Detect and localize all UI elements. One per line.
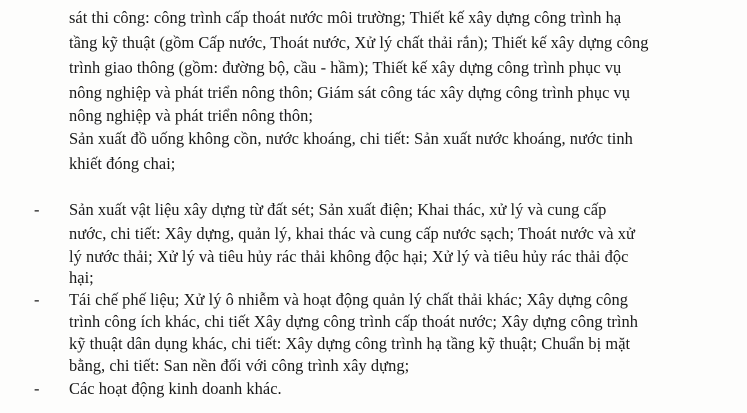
bullet-line: nước, chi tiết: Xây dựng, quản lý, khai thác và cung cấp nước sạch; Thoát nước và xử [69,224,635,243]
paragraph-line: sát thi công: công trình cấp thoát nước môi trường; Thiết kế xây dựng công trình hạ [69,8,622,27]
paragraph-line: khiết đóng chai; [69,154,176,173]
paragraph-line: Sản xuất đồ uống không cồn, nước khoáng, chi tiết: Sản xuất nước khoáng, nước tinh [69,129,633,148]
bullet-line: kỹ thuật dân dụng khác, chi tiết: Xây dựng công trình hạ tầng kỹ thuật; Chuẩn bị mặt [69,334,631,353]
paragraph-line: nông nghiệp và phát triển nông thôn; Giám sát công tác xây dựng công trình phục vụ [69,83,631,102]
bullet-line: Các hoạt động kinh doanh khác. [69,379,282,398]
bullet-marker: - [34,200,40,219]
bullet-line: hại; [69,268,94,287]
bullet-line: Tái chế phế liệu; Xử lý ô nhiễm và hoạt động quản lý chất thải khác; Xây dựng công [69,290,628,309]
bullet-line: bằng, chi tiết: San nền đối với công trình xây dựng; [69,356,410,375]
paragraph-line: nông nghiệp và phát triển nông thôn; [69,106,313,125]
paragraph-line: tầng kỹ thuật (gồm Cấp nước, Thoát nước, Xử lý chất thải rắn); Thiết kế xây dựng công [69,33,649,52]
paragraph-line: trình giao thông (gồm: đường bộ, cầu - hầm); Thiết kế xây dựng công trình phục vụ [69,58,622,77]
bullet-marker: - [34,290,40,309]
bullet-marker: - [34,379,40,398]
bullet-line: lý nước thải; Xử lý và tiêu hủy rác thải không độc hại; Xử lý và tiêu hủy rác thải độc [69,247,629,266]
bullet-line: Sản xuất vật liệu xây dựng từ đất sét; Sản xuất điện; Khai thác, xử lý và cung cấp [69,200,607,219]
bullet-line: trình công ích khác, chi tiết Xây dựng công trình cấp thoát nước; Xây dựng công trình [69,312,638,331]
